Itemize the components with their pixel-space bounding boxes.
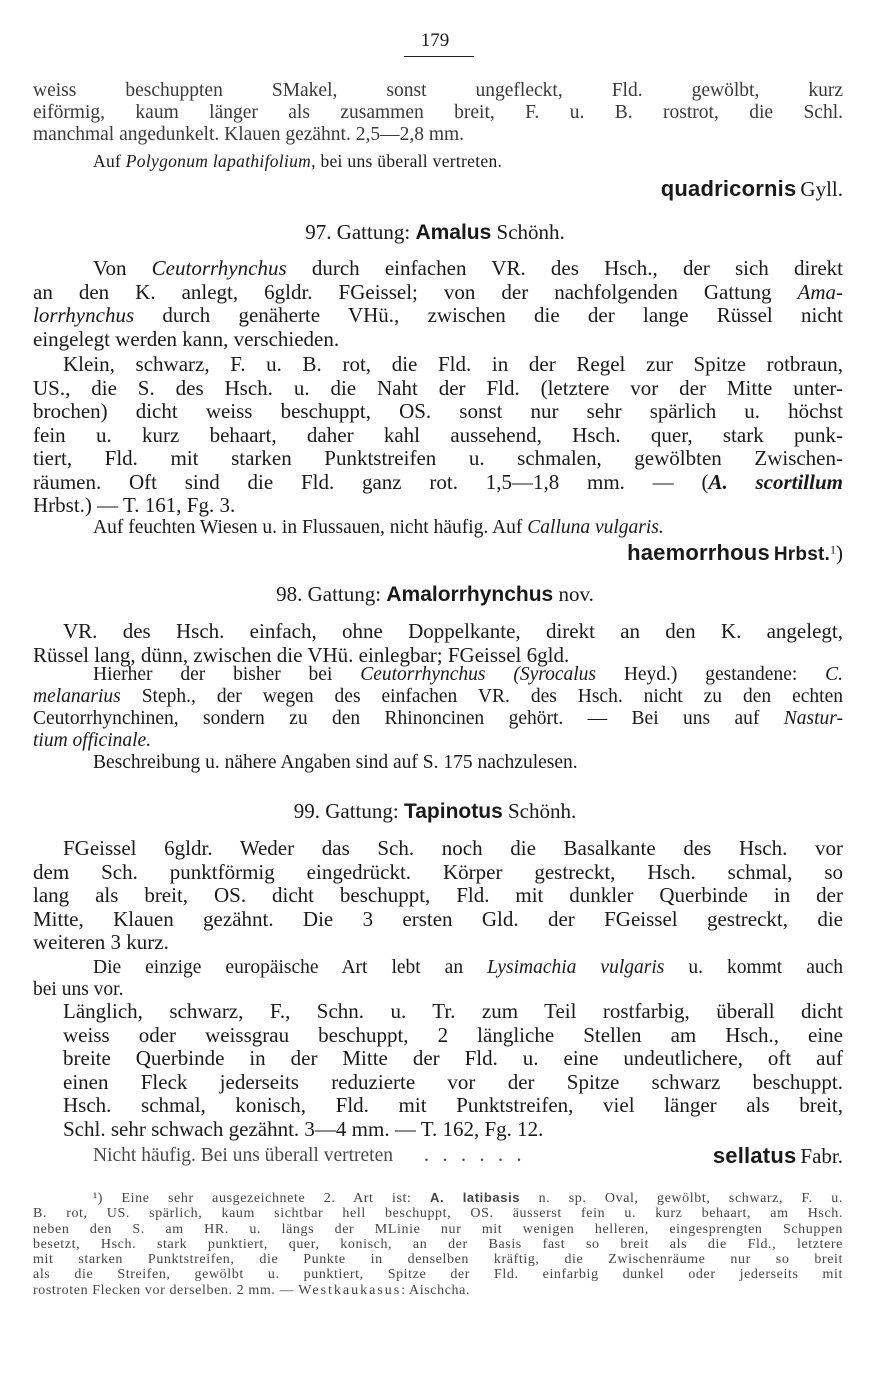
- plant-name: tium officinale.: [33, 730, 152, 751]
- text-line: FGeissel 6gldr. Weder das Sch. noch die Basalkante des Hsch. vor: [63, 836, 843, 860]
- species-name: quadricornis: [660, 176, 797, 201]
- paragraph-tapinotus-distribution: [33, 957, 843, 1001]
- text-line: breite Querbinde in der Mitte der Fld. u. eine undeutlichere, oft auf: [63, 1046, 843, 1070]
- text-line: [33, 730, 843, 752]
- paragraph-amalorrhynchus-diagnosis: [33, 620, 843, 667]
- text-line: weiss oder weissgrau beschuppt, 2 längliche Stellen am Hsch., eine: [63, 1022, 843, 1047]
- text-run: Ceutorrhynchinen, sondern zu den Rhinoncinen gehört. — Bei uns auf: [33, 708, 784, 729]
- genus-ref: Ama-: [797, 279, 843, 304]
- footnote-marker: 1: [830, 542, 836, 557]
- species-name: sellatus: [712, 1143, 797, 1168]
- paragraph-amalus-description: [33, 353, 843, 518]
- genus-number: 97. Gattung:: [305, 220, 416, 244]
- text-run: Steph., der wegen des einfachen VR. des Hsch. nicht zu den echten: [120, 686, 843, 707]
- text-run: an den K. anlegt, 6gldr. FGeissel; von der nachfolgenden Gattung: [33, 279, 798, 304]
- text-line: als die Streifen, gewölbt u. punktiert, Spitze der Fld. einfarbig dunkel oder jederseits mit: [33, 1267, 843, 1283]
- text-line: eingelegt werden kann, verschieden.: [33, 326, 340, 351]
- species-author: Gyll.: [800, 177, 843, 201]
- genus-ref: lorrhynchus: [33, 303, 135, 327]
- footnote-paren: ): [836, 541, 843, 565]
- text-run: Auf: [93, 151, 126, 171]
- text-line: [33, 471, 843, 495]
- text-run: Auf feuchten Wiesen u. in Flussauen, nicht häufig. Auf: [93, 517, 528, 538]
- text-line: VR. des Hsch. einfach, ohne Doppelkante, direkt an den K. angelegt,: [63, 619, 843, 643]
- paragraph-tapinotus-diagnosis: [33, 837, 843, 955]
- text-line: besetzt, Hsch. stark punktiert, quer, konisch, an der Basis fast so breit als die Fld., letztere: [33, 1236, 843, 1252]
- species-line-1: [33, 176, 843, 202]
- genus-name: Amalorrhynchus: [386, 583, 554, 606]
- leader-dots: . . . . . .: [423, 1142, 526, 1166]
- plant-name: Polygonum lapathifolium,: [125, 151, 316, 171]
- text-run: Hierher der bisher bei: [93, 664, 361, 685]
- text-line: [33, 1190, 843, 1206]
- text-line: [33, 664, 843, 686]
- text-line: weiteren 3 kurz.: [33, 930, 169, 954]
- text-line: [33, 957, 843, 979]
- text-run: rostroten Flecken vor derselben. 2 mm. —: [33, 1282, 299, 1298]
- text-line: fein u. kurz behaart, daher kahl aussehend, Hsch. quer, stark punk-: [33, 422, 843, 447]
- text-run: Heyd.) gestandene:: [596, 664, 826, 685]
- text-line: Hsch. schmal, konisch, Fld. mit Punktstreifen, viel länger als breit,: [63, 1093, 843, 1117]
- text-line: einen Fleck jederseits reduzierte vor der Spitze schwarz beschuppt.: [63, 1069, 843, 1094]
- species-ref: A. scortillum: [708, 469, 843, 494]
- species-label: [713, 1143, 843, 1169]
- genus-ref: Ceutorrhynchus: [151, 256, 287, 280]
- genus-heading-99: [0, 799, 870, 824]
- text-line: neben den S. am HR. u. längs der MLinie nur mit wenigen helleren, eingesprengten Schuppen: [33, 1221, 843, 1237]
- text-line: dem Sch. punktförmig eingedrückt. Körper gestreckt, Hsch. schmal, so: [33, 859, 843, 884]
- genus-author: Schönh.: [502, 799, 577, 823]
- plant-name: Calluna vulgaris.: [527, 517, 664, 538]
- text-line: tiert, Fld. mit starken Punktstreifen u. schmalen, gewölbten Zwischen-: [33, 446, 843, 470]
- text-run: durch einfachen VR. des Hsch., der sich direkt: [286, 256, 843, 280]
- text-line: Hrbst.) — T. 161, Fg. 3.: [33, 493, 236, 517]
- text-line: Länglich, schwarz, F., Schn. u. Tr. zum Teil rostfarbig, überall dicht: [63, 999, 843, 1023]
- text-line: [33, 304, 843, 328]
- text-line: weiss beschuppten SMakel, sonst ungefleckt, Fld. gewölbt, kurz: [33, 80, 843, 101]
- text-run: n. sp. Oval, gewölbt, schwarz, F. u.: [520, 1191, 844, 1206]
- text-run: : Aischcha.: [401, 1282, 471, 1298]
- genus-number: 99. Gattung:: [293, 799, 404, 823]
- genus-heading-98: [0, 582, 870, 607]
- species-ref: A. latibasis: [429, 1190, 521, 1205]
- genus-number: 98. Gattung:: [276, 582, 387, 606]
- species-ref: melanarius: [33, 686, 121, 707]
- footnote: [33, 1190, 843, 1298]
- text-line: Schl. sehr schwach gezähnt. 3—4 mm. — T. 162, Fg. 12.: [63, 1116, 544, 1141]
- page-number-rule: [404, 56, 474, 57]
- text-run: durch genäherte VHü., zwischen die der lange Rüssel nicht: [134, 303, 843, 327]
- species-author: Fabr.: [800, 1144, 843, 1168]
- species-author: Hrbst.: [773, 544, 830, 565]
- locality: Westkaukasus: [298, 1282, 402, 1298]
- reference-note: [33, 752, 843, 774]
- text-line: brochen) dicht weiss beschuppt, OS. sonst nur sehr spärlich u. höchst: [33, 399, 843, 423]
- habitat-note-1: [33, 152, 843, 171]
- plant-name: Nastur-: [783, 708, 843, 729]
- species-name: haemorrhous: [627, 540, 770, 565]
- text-line: [33, 1283, 843, 1298]
- species-line-2: [33, 540, 843, 566]
- genus-name: Amalus: [415, 221, 492, 244]
- text-line: Rüssel lang, dünn, zwischen die VHü. einlegbar; FGeissel 6gld.: [33, 642, 570, 667]
- habitat-note-2: [33, 517, 843, 539]
- genus-author: nov.: [553, 582, 594, 606]
- plant-name: Lysimachia vulgaris: [487, 957, 665, 978]
- paragraph-amalus-diagnosis: [33, 257, 843, 351]
- text-line: [33, 708, 843, 730]
- text-line: B. rot, US. spärlich, kaum sichtbar hell beschuppt, OS. äusserst fein u. kurz behaart, am Hsch.: [33, 1206, 843, 1222]
- text-line: lang als breit, OS. dicht beschuppt, Fld. mit dunkler Querbinde in der: [33, 883, 843, 907]
- species-line-3: [33, 1143, 843, 1167]
- text-line: Klein, schwarz, F. u. B. rot, die Fld. in der Regel zur Spitze rotbraun,: [63, 352, 843, 376]
- text-run: Die einzige europäische Art lebt an: [93, 957, 488, 978]
- genus-ref: C.: [825, 664, 843, 685]
- paragraph-amalorrhynchus-note: [33, 664, 843, 752]
- text-line: bei uns vor.: [33, 979, 124, 1000]
- text-line: eiförmig, kaum länger als zusammen breit, F. u. B. rostrot, die Schl.: [33, 102, 843, 123]
- text-line: US., die S. des Hsch. u. die Naht der Fld. (letztere vor der Mitte unter-: [33, 375, 843, 400]
- text-run: u. kommt auch: [664, 957, 844, 978]
- text-line: Mitte, Klauen gezähnt. Die 3 ersten Gld. der FGeissel gestreckt, die: [33, 906, 843, 931]
- text-line: [33, 257, 843, 281]
- text-line: [33, 686, 843, 708]
- genus-ref: Ceutorrhynchus (Syrocalus: [360, 664, 596, 685]
- paragraph-continuation: [33, 80, 843, 146]
- text-run: bei uns überall vertreten.: [315, 151, 503, 171]
- text-line: mit starken Punktstreifen, die Punkte in denselben kräftig, die Zwischenräume nur so breit: [33, 1252, 843, 1268]
- text-line: Beschreibung u. nähere Angaben sind auf S. 175 nachzulesen.: [93, 752, 578, 773]
- text-line: manchmal angedunkelt. Klauen gezähnt. 2,5—2,8 mm.: [33, 124, 465, 145]
- text-run: Von: [93, 256, 152, 280]
- genus-name: Tapinotus: [403, 800, 503, 823]
- text-run: räumen. Oft sind die Fld. ganz rot. 1,5—1,8 mm. — (: [33, 469, 709, 494]
- page-number: 179: [420, 30, 450, 51]
- text-line: [33, 517, 843, 539]
- text-line: [33, 152, 843, 171]
- text-line: [33, 281, 843, 305]
- habitat-note-3: Nicht häufig. Bei uns überall vertreten: [93, 1145, 393, 1166]
- text-run: ¹) Eine sehr ausgezeichnete 2. Art ist:: [93, 1191, 430, 1206]
- genus-author: Schönh.: [491, 220, 565, 244]
- paragraph-tapinotus-description: [33, 1000, 843, 1141]
- genus-heading-97: [0, 220, 870, 245]
